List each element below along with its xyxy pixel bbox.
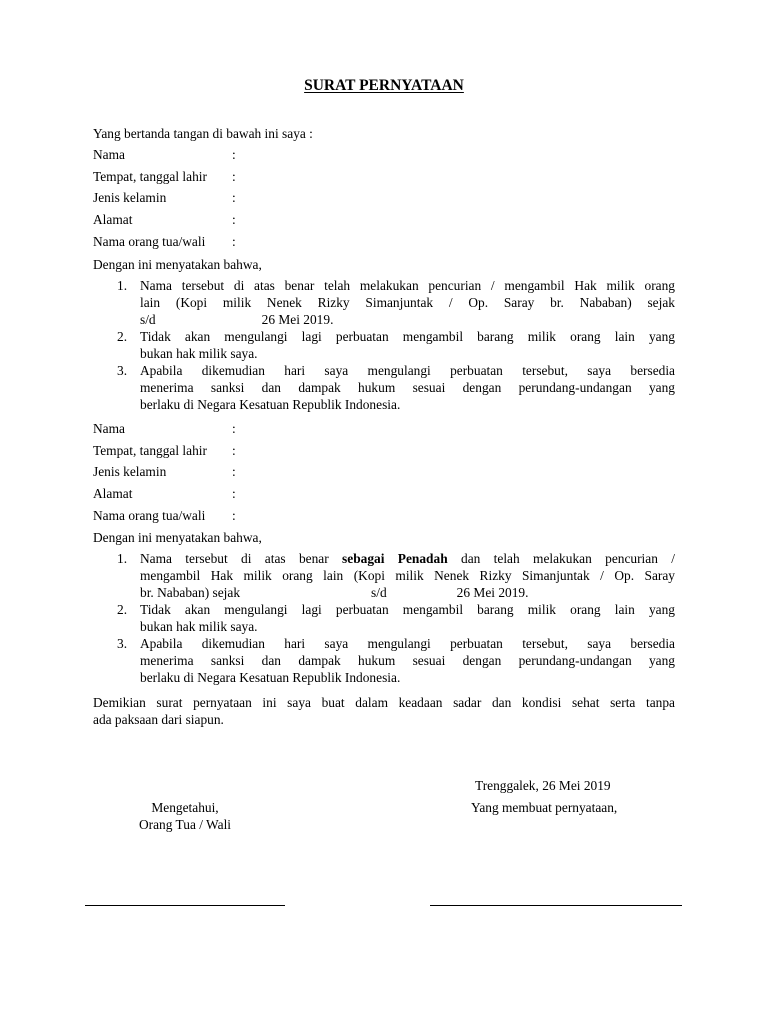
list-item [93,362,675,413]
field-colon: : [232,168,236,184]
field-row [93,442,493,464]
sd-text: s/d [140,312,156,327]
date-text: 26 Mei 2019. [261,312,334,327]
left-signature-label [110,799,260,833]
list-line: bukan hak milik saya. [140,619,258,634]
field-row [93,168,493,190]
field-row [93,189,493,211]
list-line: berlaku di Negara Kesatuan Republik Indonesia. [140,397,401,412]
list-text: br. Nababan) sejak [140,585,241,600]
field-colon: : [232,507,236,523]
list-number: 2. [117,329,128,344]
list-number: 3. [117,636,128,651]
field-label: Alamat [93,486,133,502]
list-line: mengambil Hak milik orang lain (Kopi milik Nenek Rizky Simanjuntak / Op. Saray [140,568,675,583]
date-text: 26 Mei 2019. [456,585,529,600]
field-colon: : [232,212,236,228]
list-line: Nama tersebut di atas benar telah melakukan pencurian / mengambil Hak milik orang [140,278,675,293]
field-colon: : [232,486,236,502]
left-signature-line [85,905,285,906]
field-row [93,485,493,507]
list-item [93,277,675,328]
field-row [93,463,493,485]
list-item [93,328,675,362]
list-line: berlaku di Negara Kesatuan Republik Indonesia. [140,670,401,685]
closing-paragraph [93,694,675,728]
field-label: Nama orang tua/wali [93,233,206,249]
statement-list-1 [93,277,675,413]
field-row [93,211,493,233]
closing-line: Demikian surat pernyataan ini saya buat dalam keadaan sadar dan kondisi sehat serta tanpa [93,695,675,710]
field-colon: : [232,464,236,480]
field-colon: : [232,190,236,206]
field-label: Tempat, tanggal lahir [93,168,207,184]
field-label: Alamat [93,212,133,228]
list-line [140,550,675,567]
place-date: Trenggalek, 26 Mei 2019 [475,778,611,793]
list-text: Nama tersebut di atas benar [140,551,329,566]
list-line [140,584,675,601]
closing-line: ada paksaan dari siapun. [93,712,224,727]
field-colon: : [232,421,236,436]
list-line: Tidak akan mengulangi lagi perbuatan mengambil barang milik orang lain yang [140,329,675,344]
list-item [93,601,675,635]
list-line: Apabila dikemudian hari saya mengulangi perbuatan tersebut, saya bersedia [140,636,675,651]
statement-list-2 [93,550,675,686]
field-row [93,420,493,442]
statement-text-2: Dengan ini menyatakan bahwa, [93,530,262,545]
sd-text: s/d [371,585,387,600]
list-number: 1. [117,551,128,566]
document-title: SURAT PERNYATAAN [304,77,464,94]
list-number: 2. [117,602,128,617]
identity-fields-1 [93,146,493,254]
field-colon: : [232,147,236,162]
field-row [93,233,493,255]
list-number: 1. [117,278,128,293]
list-line: menerima sanksi dan dampak hukum sesuai dengan perundang-undangan yang [140,380,675,395]
list-item [93,635,675,686]
list-item [93,550,675,601]
field-label: Nama [93,147,125,162]
list-line: Apabila dikemudian hari saya mengulangi perbuatan tersebut, saya bersedia [140,363,675,378]
field-row [93,507,493,529]
intro-text: Yang bertanda tangan di bawah ini saya : [93,126,313,141]
statement-text-1: Dengan ini menyatakan bahwa, [93,257,262,272]
list-line: Tidak akan mengulangi lagi perbuatan mengambil barang milik orang lain yang [140,602,675,617]
list-line: bukan hak milik saya. [140,346,258,361]
left-signature-line1: Mengetahui, [151,800,219,815]
field-colon: : [232,442,236,458]
field-label: Nama orang tua/wali [93,507,206,523]
field-label: Tempat, tanggal lahir [93,442,207,458]
list-line [140,311,675,328]
bold-text: sebagai Penadah [342,551,448,566]
identity-fields-2 [93,420,493,528]
list-number: 3. [117,363,128,378]
field-label: Jenis kelamin [93,190,167,206]
list-text: dan telah melakukan pencurian / [461,551,675,566]
right-signature-label: Yang membuat pernyataan, [471,800,618,815]
list-line: menerima sanksi dan dampak hukum sesuai dengan perundang-undangan yang [140,653,675,668]
list-line: lain (Kopi milik Nenek Rizky Simanjuntak / Op. Saray br. Nababan) sejak [140,295,675,310]
field-label: Jenis kelamin [93,464,167,480]
right-signature-line [430,905,682,906]
field-row [93,146,493,168]
left-signature-line2: Orang Tua / Wali [138,817,232,832]
field-label: Nama [93,421,125,436]
field-colon: : [232,233,236,249]
